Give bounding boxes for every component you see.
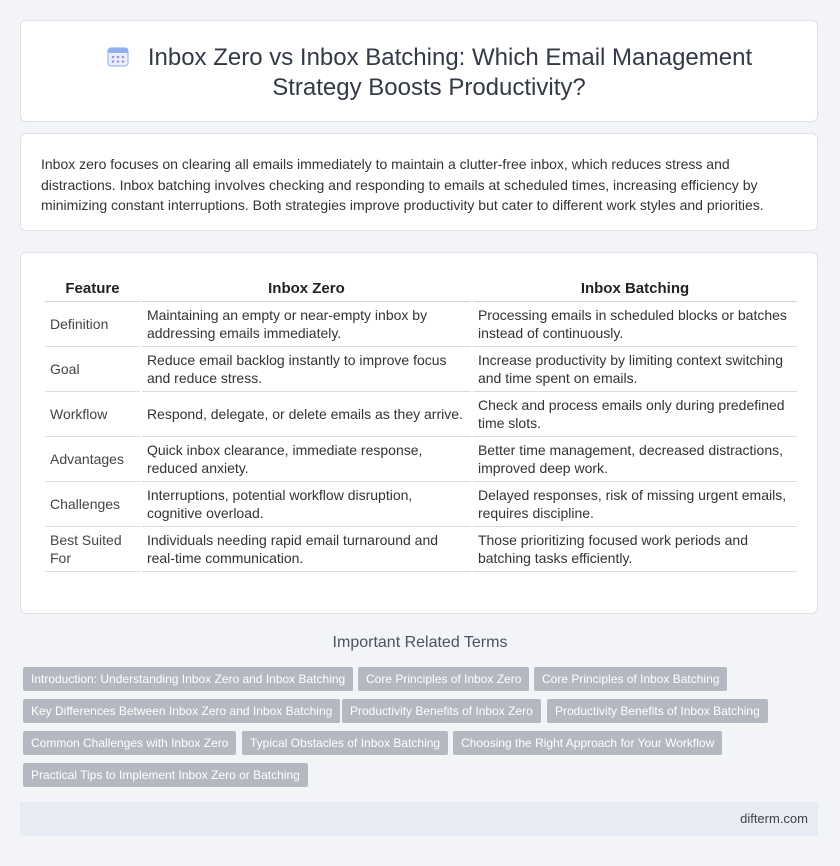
inbox-batching-cell: Those prioritizing focused work periods and batching tasks efficiently. — [473, 527, 797, 572]
related-term-tag[interactable]: Typical Obstacles of Inbox Batching — [242, 731, 448, 755]
comparison-table — [43, 275, 799, 572]
table-row — [45, 347, 797, 392]
inbox-zero-cell: Individuals needing rapid email turnaround and real-time communication. — [142, 527, 471, 572]
site-credit[interactable]: difterm.com — [740, 811, 808, 826]
inbox-zero-cell: Reduce email backlog instantly to improve focus and reduce stress. — [142, 347, 471, 392]
table-header-row — [45, 275, 797, 302]
inbox-batching-cell: Processing emails in scheduled blocks or batches instead of continuously. — [473, 302, 797, 347]
related-term-tag[interactable]: Introduction: Understanding Inbox Zero and Inbox Batching — [23, 667, 353, 691]
footer — [20, 802, 818, 836]
comparison-table-card — [20, 252, 818, 614]
inbox-batching-cell: Increase productivity by limiting context switching and time spent on emails. — [473, 347, 797, 392]
header-feature: Feature — [45, 275, 140, 302]
inbox-zero-cell: Interruptions, potential workflow disruption, cognitive overload. — [142, 482, 471, 527]
related-terms-heading: Important Related Terms — [332, 634, 508, 651]
feature-cell: Advantages — [45, 437, 140, 482]
table-row — [45, 302, 797, 347]
feature-cell: Best Suited For — [45, 527, 140, 572]
related-term-tag[interactable]: Choosing the Right Approach for Your Workflow — [453, 731, 722, 755]
intro-card — [20, 133, 818, 231]
table-row — [45, 437, 797, 482]
inbox-batching-cell: Check and process emails only during predefined time slots. — [473, 392, 797, 437]
header-inbox-zero: Inbox Zero — [142, 275, 471, 302]
table-row — [45, 482, 797, 527]
intro-paragraph: Inbox zero focuses on clearing all emails immediately to maintain a clutter-free inbox, which reduces stress and distractions. Inbox batching involves checking and responding to emails at scheduled times, increasing efficiency by minimizing constant interruptions. Both strategies improve productivity but cater to different work styles and priorities. — [41, 156, 764, 213]
related-term-tag[interactable]: Practical Tips to Implement Inbox Zero or Batching — [23, 763, 308, 787]
related-term-tag[interactable]: Core Principles of Inbox Zero — [358, 667, 529, 691]
table-row — [45, 527, 797, 572]
calendar-icon — [106, 44, 130, 68]
inbox-zero-cell: Maintaining an empty or near-empty inbox by addressing emails immediately. — [142, 302, 471, 347]
inbox-batching-cell: Better time management, decreased distractions, improved deep work. — [473, 437, 797, 482]
feature-cell: Goal — [45, 347, 140, 392]
feature-cell: Workflow — [45, 392, 140, 437]
page-title — [61, 43, 797, 103]
feature-cell: Challenges — [45, 482, 140, 527]
table-row — [45, 392, 797, 437]
inbox-zero-cell: Respond, delegate, or delete emails as they arrive. — [142, 392, 471, 437]
related-term-tag[interactable]: Common Challenges with Inbox Zero — [23, 731, 236, 755]
title-card — [20, 20, 818, 122]
inbox-batching-cell: Delayed responses, risk of missing urgent emails, requires discipline. — [473, 482, 797, 527]
feature-cell: Definition — [45, 302, 140, 347]
related-term-tag[interactable]: Productivity Benefits of Inbox Batching — [547, 699, 768, 723]
related-term-tag[interactable]: Key Differences Between Inbox Zero and Inbox Batching — [23, 699, 340, 723]
related-term-tag[interactable]: Core Principles of Inbox Batching — [534, 667, 727, 691]
page-title-text: Inbox Zero vs Inbox Batching: Which Email Management Strategy Boosts Productivity? — [147, 44, 753, 101]
header-inbox-batching: Inbox Batching — [473, 275, 797, 302]
inbox-zero-cell: Quick inbox clearance, immediate response, reduced anxiety. — [142, 437, 471, 482]
related-term-tag[interactable]: Productivity Benefits of Inbox Zero — [342, 699, 541, 723]
